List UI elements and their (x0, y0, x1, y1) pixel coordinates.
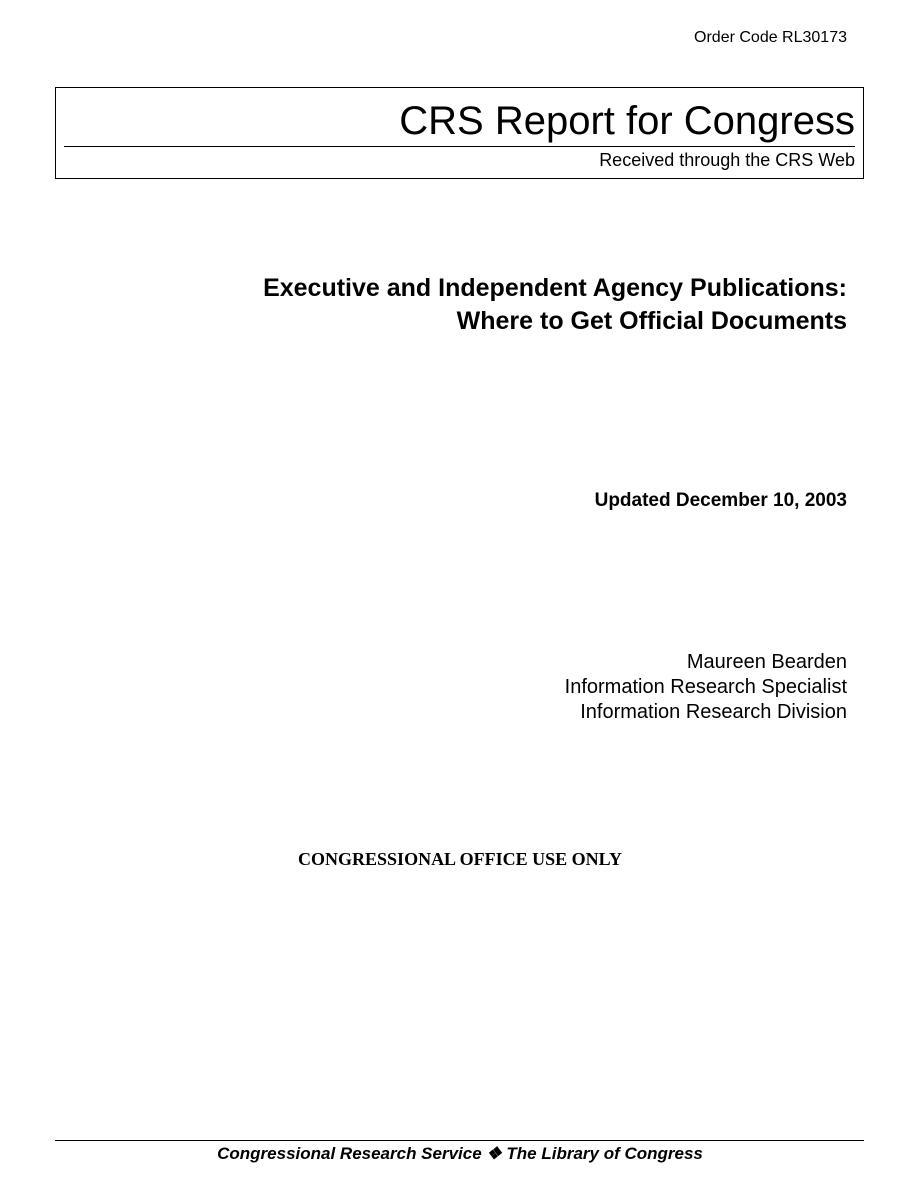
report-title (263, 272, 847, 338)
footer (0, 1143, 920, 1165)
header-subtitle: Received through the CRS Web (599, 150, 855, 170)
order-code: Order Code RL30173 (694, 29, 847, 46)
footer-org: Congressional Research Service (217, 1144, 482, 1163)
report-header-box (55, 87, 864, 179)
report-title-line-1: Executive and Independent Agency Publications: (263, 274, 847, 302)
updated-date: Updated December 10, 2003 (594, 490, 847, 511)
author-block (565, 650, 847, 725)
author-division: Information Research Division (580, 701, 847, 723)
office-use-notice: CONGRESSIONAL OFFICE USE ONLY (298, 849, 622, 869)
report-title-line-2: Where to Get Official Documents (456, 307, 847, 335)
author-name: Maureen Bearden (686, 651, 847, 673)
header-title: CRS Report for Congress (399, 99, 855, 143)
footer-library: The Library of Congress (506, 1144, 703, 1163)
author-role: Information Research Specialist (564, 676, 847, 698)
header-divider (64, 146, 855, 147)
footer-divider (55, 1140, 864, 1141)
diamond-separator-icon: ❖ (486, 1144, 502, 1163)
